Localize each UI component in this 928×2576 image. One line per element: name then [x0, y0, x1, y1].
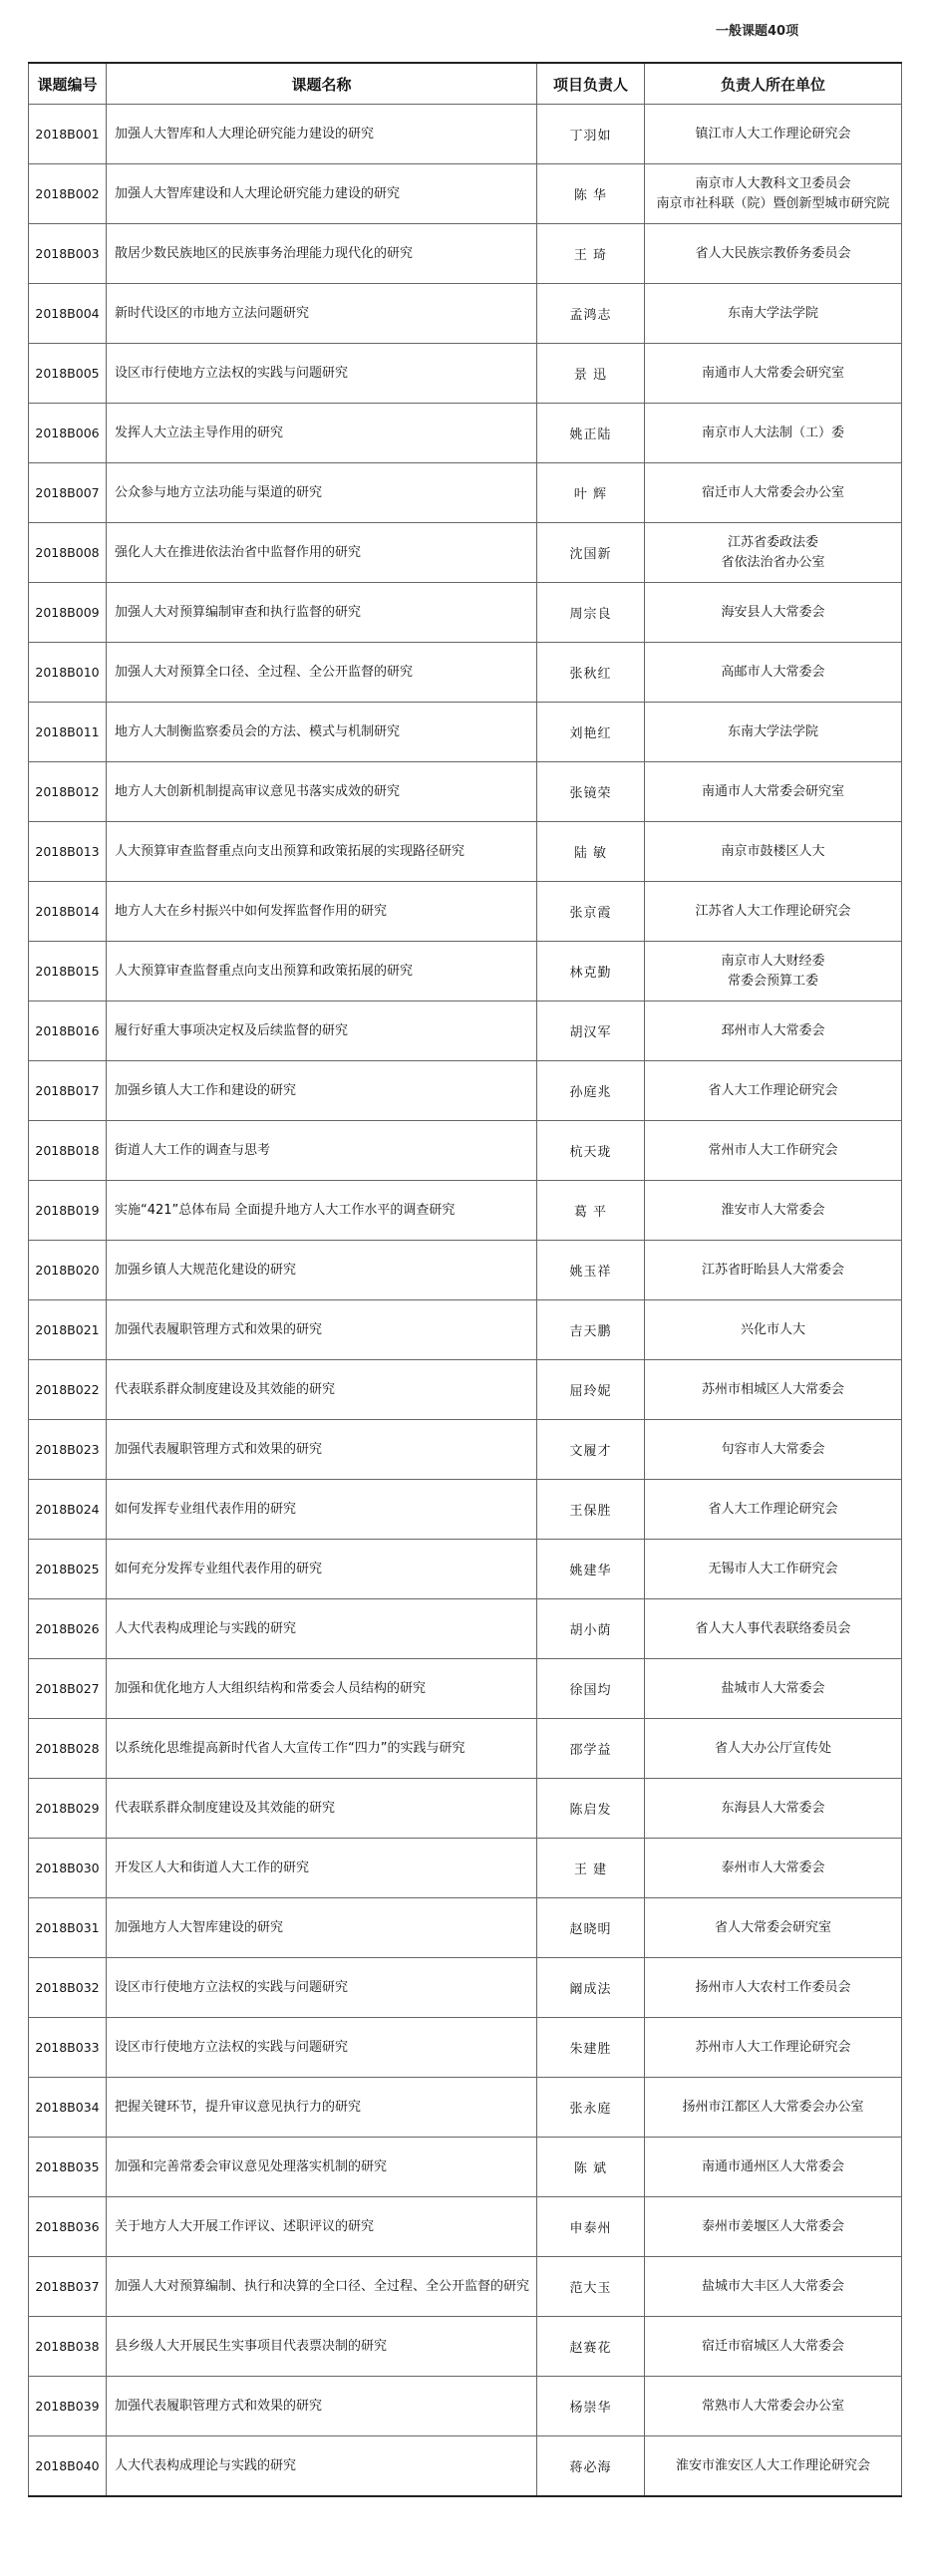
unit-line: 东海县人大常委会 — [721, 1800, 825, 1816]
cell-name: 加强代表履职管理方式和效果的研究 — [107, 2377, 537, 2436]
cell-unit — [645, 703, 902, 762]
header-name: 课题名称 — [107, 63, 537, 105]
cell-code: 2018B013 — [29, 822, 107, 882]
cell-person: 邵学益 — [537, 1719, 645, 1779]
cell-name: 设区市行使地方立法权的实践与问题研究 — [107, 2018, 537, 2078]
cell-name: 把握关键环节，提升审议意见执行力的研究 — [107, 2078, 537, 2138]
cell-person: 蒋必海 — [537, 2436, 645, 2497]
cell-code: 2018B010 — [29, 643, 107, 703]
cell-unit — [645, 1779, 902, 1839]
unit-line: 宿迁市宿城区人大常委会 — [701, 2338, 844, 2354]
cell-unit — [645, 2257, 902, 2317]
header-unit: 负责人所在单位 — [645, 63, 902, 105]
unit-line: 盐城市人大常委会 — [721, 1680, 825, 1696]
table-row — [29, 703, 902, 762]
table-row — [29, 1061, 902, 1121]
cell-person: 叶 辉 — [537, 463, 645, 523]
cell-name: 如何充分发挥专业组代表作用的研究 — [107, 1540, 537, 1599]
cell-code: 2018B029 — [29, 1779, 107, 1839]
table-row — [29, 2018, 902, 2078]
cell-unit — [645, 762, 902, 822]
cell-code: 2018B035 — [29, 2138, 107, 2197]
unit-line: 高邮市人大常委会 — [721, 664, 825, 680]
cell-name: 开发区人大和街道人大工作的研究 — [107, 1839, 537, 1898]
unit-line: 宿迁市人大常委会办公室 — [701, 484, 844, 500]
cell-code: 2018B001 — [29, 105, 107, 164]
cell-person: 赵晓明 — [537, 1898, 645, 1958]
cell-person: 徐国均 — [537, 1659, 645, 1719]
cell-name: 人大预算审查监督重点向支出预算和政策拓展的研究 — [107, 942, 537, 1002]
cell-name: 加强乡镇人大工作和建设的研究 — [107, 1061, 537, 1121]
cell-unit — [645, 463, 902, 523]
unit-line: 南京市社科联（院）暨创新型城市研究院 — [656, 195, 890, 211]
cell-person: 王保胜 — [537, 1480, 645, 1540]
cell-name: 强化人大在推进依法治省中监督作用的研究 — [107, 523, 537, 583]
header-code: 课题编号 — [29, 63, 107, 105]
cell-person: 申泰州 — [537, 2197, 645, 2257]
cell-person: 陈启发 — [537, 1779, 645, 1839]
cell-unit — [645, 2197, 902, 2257]
table-row — [29, 1659, 902, 1719]
table-row — [29, 1540, 902, 1599]
table-row — [29, 2257, 902, 2317]
cell-person: 姚正陆 — [537, 404, 645, 463]
cell-unit — [645, 1300, 902, 1360]
cell-person: 杨崇华 — [537, 2377, 645, 2436]
unit-line: 南通市通州区人大常委会 — [701, 2158, 844, 2174]
cell-person: 孙庭兆 — [537, 1061, 645, 1121]
unit-line: 泰州市姜堰区人大常委会 — [701, 2218, 844, 2234]
cell-name: 代表联系群众制度建设及其效能的研究 — [107, 1360, 537, 1420]
cell-code: 2018B015 — [29, 942, 107, 1002]
cell-code: 2018B033 — [29, 2018, 107, 2078]
cell-person: 文履才 — [537, 1420, 645, 1480]
unit-line: 南京市鼓楼区人大 — [721, 843, 825, 859]
cell-person: 林克勤 — [537, 942, 645, 1002]
cell-code: 2018B024 — [29, 1480, 107, 1540]
table-row — [29, 2317, 902, 2377]
cell-name: 新时代设区的市地方立法问题研究 — [107, 284, 537, 344]
table-row — [29, 284, 902, 344]
cell-name: 加强和完善常委会审议意见处理落实机制的研究 — [107, 2138, 537, 2197]
table-row — [29, 1002, 902, 1061]
cell-name: 发挥人大立法主导作用的研究 — [107, 404, 537, 463]
unit-line: 江苏省盱眙县人大常委会 — [701, 1262, 844, 1278]
cell-name: 加强人大对预算编制审查和执行监督的研究 — [107, 583, 537, 643]
cell-unit — [645, 2078, 902, 2138]
cell-unit — [645, 2018, 902, 2078]
cell-unit — [645, 882, 902, 942]
cell-code: 2018B014 — [29, 882, 107, 942]
cell-code: 2018B036 — [29, 2197, 107, 2257]
cell-name: 加强代表履职管理方式和效果的研究 — [107, 1300, 537, 1360]
cell-person: 胡小荫 — [537, 1599, 645, 1659]
cell-unit — [645, 1898, 902, 1958]
table-row — [29, 344, 902, 404]
cell-unit — [645, 1241, 902, 1300]
cell-code: 2018B037 — [29, 2257, 107, 2317]
table-row — [29, 1779, 902, 1839]
cell-unit — [645, 1420, 902, 1480]
cell-name: 人大代表构成理论与实践的研究 — [107, 2436, 537, 2497]
unit-line: 省人大工作理论研究会 — [708, 1501, 838, 1517]
cell-code: 2018B023 — [29, 1420, 107, 1480]
cell-person: 胡汉军 — [537, 1002, 645, 1061]
table-row — [29, 105, 902, 164]
table-row — [29, 2377, 902, 2436]
cell-code: 2018B022 — [29, 1360, 107, 1420]
cell-unit — [645, 942, 902, 1002]
cell-unit — [645, 224, 902, 284]
cell-code: 2018B003 — [29, 224, 107, 284]
unit-line: 泰州市人大常委会 — [721, 1860, 825, 1875]
cell-unit — [645, 1958, 902, 2018]
unit-line: 南京市人大法制（工）委 — [701, 425, 844, 440]
cell-name: 县乡级人大开展民生实事项目代表票决制的研究 — [107, 2317, 537, 2377]
unit-line: 苏州市相城区人大常委会 — [701, 1381, 844, 1397]
cell-person: 吉天鹏 — [537, 1300, 645, 1360]
unit-line: 常委会预算工委 — [727, 973, 818, 989]
table-row — [29, 1121, 902, 1181]
cell-code: 2018B030 — [29, 1839, 107, 1898]
unit-line: 省人大工作理论研究会 — [708, 1082, 838, 1098]
table-row — [29, 762, 902, 822]
table-row — [29, 1300, 902, 1360]
table-row — [29, 463, 902, 523]
cell-name: 关于地方人大开展工作评议、述职评议的研究 — [107, 2197, 537, 2257]
cell-name: 加强乡镇人大规范化建设的研究 — [107, 1241, 537, 1300]
unit-line: 南通市人大常委会研究室 — [701, 783, 844, 799]
cell-name: 散居少数民族地区的民族事务治理能力现代化的研究 — [107, 224, 537, 284]
cell-name: 实施“421”总体布局 全面提升地方人大工作水平的调查研究 — [107, 1181, 537, 1241]
unit-line: 东南大学法学院 — [727, 723, 818, 739]
cell-name: 加强和优化地方人大组织结构和常委会人员结构的研究 — [107, 1659, 537, 1719]
table-row — [29, 1958, 902, 2018]
cell-unit — [645, 105, 902, 164]
cell-person: 朱建胜 — [537, 2018, 645, 2078]
cell-unit — [645, 1480, 902, 1540]
cell-code: 2018B018 — [29, 1121, 107, 1181]
project-table — [28, 62, 902, 2497]
cell-unit — [645, 1599, 902, 1659]
table-row — [29, 1599, 902, 1659]
cell-name: 如何发挥专业组代表作用的研究 — [107, 1480, 537, 1540]
cell-code: 2018B038 — [29, 2317, 107, 2377]
cell-unit — [645, 2377, 902, 2436]
cell-unit — [645, 2436, 902, 2497]
unit-line: 省人大民族宗教侨务委员会 — [695, 245, 851, 261]
cell-code: 2018B005 — [29, 344, 107, 404]
unit-line: 江苏省委政法委 — [727, 534, 818, 550]
unit-line: 南京市人大教科文卫委员会 — [695, 175, 851, 191]
cell-code: 2018B009 — [29, 583, 107, 643]
unit-line: 常州市人大工作研究会 — [708, 1142, 838, 1158]
table-row — [29, 1241, 902, 1300]
cell-name: 人大代表构成理论与实践的研究 — [107, 1599, 537, 1659]
unit-line: 省人大办公厅宣传处 — [714, 1740, 831, 1756]
cell-code: 2018B006 — [29, 404, 107, 463]
unit-line: 南京市人大财经委 — [721, 953, 825, 969]
unit-line: 省人大人事代表联络委员会 — [695, 1620, 851, 1636]
cell-code: 2018B011 — [29, 703, 107, 762]
unit-line: 常熟市人大常委会办公室 — [701, 2398, 844, 2414]
table-row — [29, 523, 902, 583]
cell-unit — [645, 2138, 902, 2197]
cell-unit — [645, 1061, 902, 1121]
unit-line: 海安县人大常委会 — [721, 604, 825, 620]
cell-code: 2018B004 — [29, 284, 107, 344]
cell-name: 人大预算审查监督重点向支出预算和政策拓展的实现路径研究 — [107, 822, 537, 882]
cell-code: 2018B007 — [29, 463, 107, 523]
cell-person: 沈国新 — [537, 523, 645, 583]
cell-unit — [645, 1121, 902, 1181]
cell-name: 地方人大创新机制提高审议意见书落实成效的研究 — [107, 762, 537, 822]
cell-unit — [645, 643, 902, 703]
cell-code: 2018B020 — [29, 1241, 107, 1300]
cell-name: 加强人大智库和人大理论研究能力建设的研究 — [107, 105, 537, 164]
table-row — [29, 1360, 902, 1420]
cell-person: 刘艳红 — [537, 703, 645, 762]
cell-code: 2018B027 — [29, 1659, 107, 1719]
table-row — [29, 404, 902, 463]
cell-unit — [645, 1181, 902, 1241]
cell-person: 景 迅 — [537, 344, 645, 404]
cell-name: 地方人大在乡村振兴中如何发挥监督作用的研究 — [107, 882, 537, 942]
table-row — [29, 583, 902, 643]
cell-code: 2018B012 — [29, 762, 107, 822]
cell-person: 孟鸿志 — [537, 284, 645, 344]
table-row — [29, 1839, 902, 1898]
cell-person: 张秋红 — [537, 643, 645, 703]
unit-line: 江苏省人大工作理论研究会 — [695, 903, 851, 919]
cell-code: 2018B040 — [29, 2436, 107, 2497]
table-row — [29, 1181, 902, 1241]
cell-person: 葛 平 — [537, 1181, 645, 1241]
cell-name: 地方人大制衡监察委员会的方法、模式与机制研究 — [107, 703, 537, 762]
cell-person: 屈玲妮 — [537, 1360, 645, 1420]
cell-code: 2018B031 — [29, 1898, 107, 1958]
cell-code: 2018B008 — [29, 523, 107, 583]
cell-name: 加强人大对预算编制、执行和决算的全口径、全过程、全公开监督的研究 — [107, 2257, 537, 2317]
cell-code: 2018B016 — [29, 1002, 107, 1061]
cell-unit — [645, 1839, 902, 1898]
cell-code: 2018B028 — [29, 1719, 107, 1779]
cell-person: 丁羽如 — [537, 105, 645, 164]
cell-person: 姚建华 — [537, 1540, 645, 1599]
cell-person: 范大玉 — [537, 2257, 645, 2317]
unit-line: 扬州市人大农村工作委员会 — [695, 1979, 851, 1995]
unit-line: 省依法治省办公室 — [721, 554, 825, 570]
unit-line: 淮安市淮安区人大工作理论研究会 — [675, 2457, 870, 2473]
unit-line: 兴化市人大 — [740, 1321, 805, 1337]
cell-person: 张京霞 — [537, 882, 645, 942]
cell-unit — [645, 1659, 902, 1719]
table-row — [29, 942, 902, 1002]
table-row — [29, 1420, 902, 1480]
cell-unit — [645, 523, 902, 583]
header-row — [29, 63, 902, 105]
table-row — [29, 1719, 902, 1779]
table-row — [29, 882, 902, 942]
table-row — [29, 1480, 902, 1540]
cell-unit — [645, 1719, 902, 1779]
cell-unit — [645, 1002, 902, 1061]
unit-line: 盐城市大丰区人大常委会 — [701, 2278, 844, 2294]
cell-name: 代表联系群众制度建设及其效能的研究 — [107, 1779, 537, 1839]
table-row — [29, 224, 902, 284]
unit-line: 镇江市人大工作理论研究会 — [695, 126, 851, 142]
cell-person: 陈 华 — [537, 164, 645, 224]
cell-person: 张镜荣 — [537, 762, 645, 822]
cell-name: 加强代表履职管理方式和效果的研究 — [107, 1420, 537, 1480]
table-row — [29, 1898, 902, 1958]
unit-line: 句容市人大常委会 — [721, 1441, 825, 1457]
cell-name: 加强地方人大智库建设的研究 — [107, 1898, 537, 1958]
table-row — [29, 2436, 902, 2497]
cell-code: 2018B017 — [29, 1061, 107, 1121]
unit-line: 无锡市人大工作研究会 — [708, 1561, 838, 1576]
cell-person: 杭天珑 — [537, 1121, 645, 1181]
cell-unit — [645, 284, 902, 344]
cell-person: 周宗良 — [537, 583, 645, 643]
cell-name: 加强人大智库建设和人大理论研究能力建设的研究 — [107, 164, 537, 224]
cell-unit — [645, 344, 902, 404]
table-caption: 一般课题40项 — [716, 24, 799, 39]
cell-unit — [645, 164, 902, 224]
cell-unit — [645, 583, 902, 643]
cell-code: 2018B032 — [29, 1958, 107, 2018]
header-person: 项目负责人 — [537, 63, 645, 105]
cell-name: 街道人大工作的调查与思考 — [107, 1121, 537, 1181]
cell-name: 以系统化思维提高新时代省人大宣传工作“四力”的实践与研究 — [107, 1719, 537, 1779]
cell-name: 加强人大对预算全口径、全过程、全公开监督的研究 — [107, 643, 537, 703]
cell-name: 设区市行使地方立法权的实践与问题研究 — [107, 344, 537, 404]
cell-person: 赵赛花 — [537, 2317, 645, 2377]
cell-person: 陆 敏 — [537, 822, 645, 882]
unit-line: 邳州市人大常委会 — [721, 1022, 825, 1038]
unit-line: 南通市人大常委会研究室 — [701, 365, 844, 381]
unit-line: 淮安市人大常委会 — [721, 1202, 825, 1218]
cell-unit — [645, 822, 902, 882]
cell-unit — [645, 1360, 902, 1420]
cell-code: 2018B039 — [29, 2377, 107, 2436]
cell-code: 2018B002 — [29, 164, 107, 224]
cell-unit — [645, 2317, 902, 2377]
unit-line: 扬州市江都区人大常委会办公室 — [682, 2099, 864, 2115]
cell-person: 王 琦 — [537, 224, 645, 284]
unit-line: 东南大学法学院 — [727, 305, 818, 321]
cell-code: 2018B026 — [29, 1599, 107, 1659]
cell-code: 2018B034 — [29, 2078, 107, 2138]
cell-name: 设区市行使地方立法权的实践与问题研究 — [107, 1958, 537, 2018]
table-row — [29, 822, 902, 882]
table-row — [29, 643, 902, 703]
unit-line: 省人大常委会研究室 — [714, 1919, 831, 1935]
cell-code: 2018B019 — [29, 1181, 107, 1241]
table-row — [29, 2138, 902, 2197]
cell-name: 履行好重大事项决定权及后续监督的研究 — [107, 1002, 537, 1061]
cell-name: 公众参与地方立法功能与渠道的研究 — [107, 463, 537, 523]
cell-code: 2018B025 — [29, 1540, 107, 1599]
cell-code: 2018B021 — [29, 1300, 107, 1360]
table-body — [29, 105, 902, 2497]
cell-unit — [645, 1540, 902, 1599]
cell-person: 张永庭 — [537, 2078, 645, 2138]
table-row — [29, 164, 902, 224]
cell-person: 姚玉祥 — [537, 1241, 645, 1300]
unit-line: 苏州市人大工作理论研究会 — [695, 2039, 851, 2055]
cell-person: 陈 斌 — [537, 2138, 645, 2197]
cell-unit — [645, 404, 902, 463]
table-row — [29, 2197, 902, 2257]
table-row — [29, 2078, 902, 2138]
cell-person: 阚成法 — [537, 1958, 645, 2018]
cell-person: 王 建 — [537, 1839, 645, 1898]
